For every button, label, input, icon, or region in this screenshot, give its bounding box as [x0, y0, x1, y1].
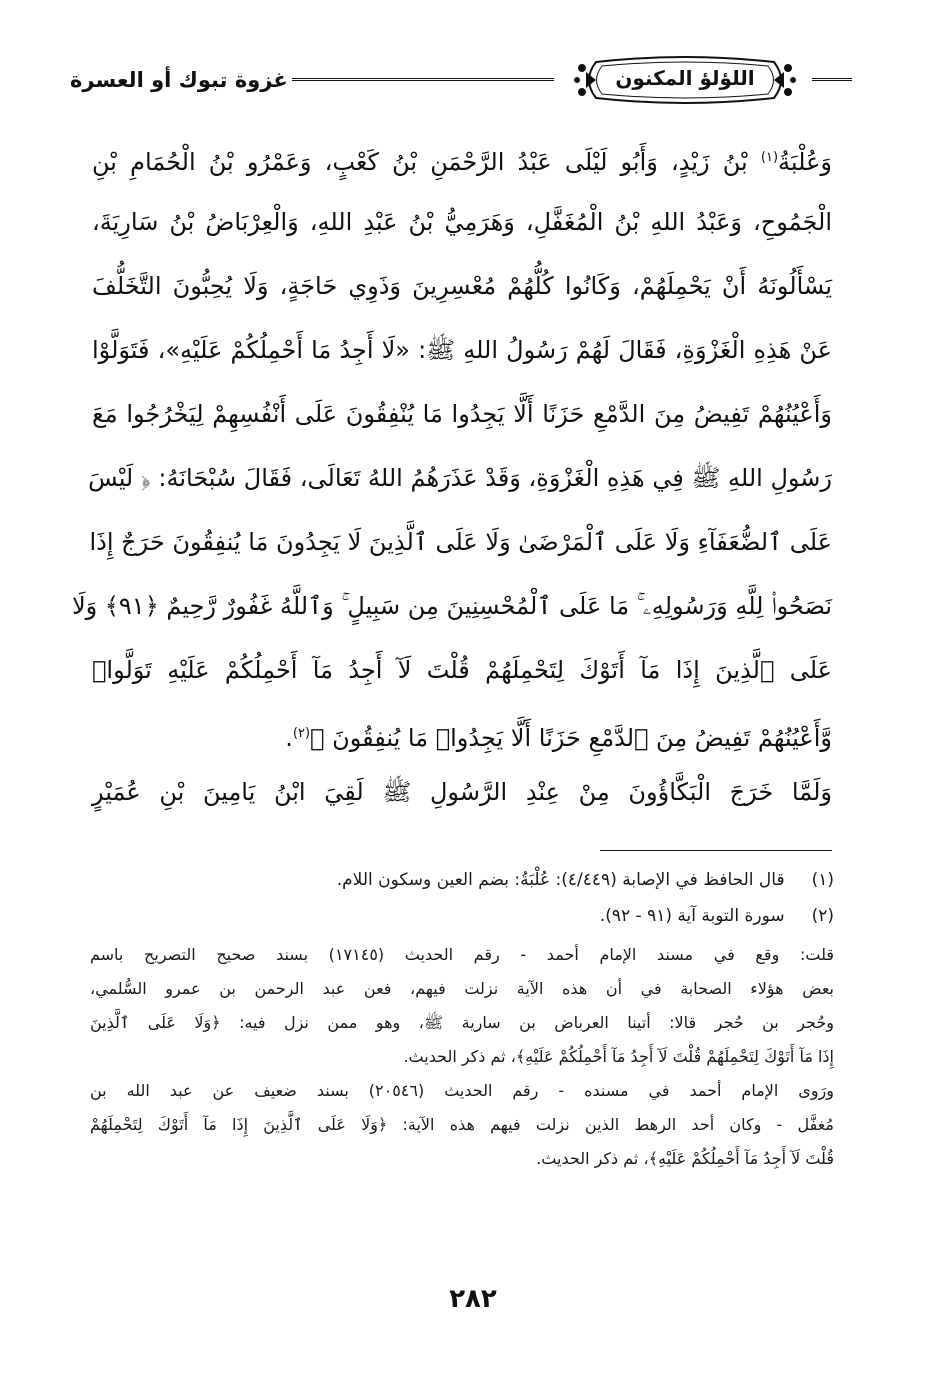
- text-line: [92, 126, 832, 190]
- text-line: يَسْأَلُونَهُ أَنْ يَحْمِلَهُمْ، وَكَانُوا كُلُّهُمْ مُعْسِرِينَ وَذَوِي حَاجَةٍ، وَلَا يُحِبُّونَ التَّخَلُّفَ: [92, 272, 832, 300]
- quran-line: عَلَى ٱلضُّعَفَآءِ وَلَا عَلَى ٱلْمَرْضَىٰ وَلَا عَلَى ٱلَّذِينَ لَا يَجِدُونَ مَا يُنفِقُونَ حَرَجٌ إِذَا: [89, 528, 832, 556]
- footnote-text: سورة التوبة آية (٩١ - ٩٢).: [599, 906, 785, 926]
- running-header: [70, 52, 882, 112]
- book-title: اللؤلؤ المكنون: [615, 66, 755, 90]
- page-number: ٢٨٢: [449, 1284, 497, 1314]
- footnote-text: قال الحافظ في الإصابة (٤/٤٤٩): عُلْبَةُ: بضم العين وسكون اللام.: [336, 870, 785, 890]
- quran-line: [92, 702, 832, 766]
- text-span: وَّأَعْيُنُهُمْ تَفِيضُ مِنَ ٱلدَّمْعِ حَزَنًا أَلَّا يَجِدُوا۟ مَا يُنفِقُونَ ﴾: [310, 724, 832, 752]
- footnote-note-line: مُغفَّل - وكان أحد الرهط الذين نزلت فيهم هذه الآية: ﴿وَلَا عَلَى ٱلَّذِينَ إِذَا مَآ أَتَوْكَ لِتَحْمِلَهُمْ: [90, 1115, 834, 1134]
- header-rule-right: [812, 78, 852, 81]
- text-span: بْنُ زَيْدٍ، وَأَبُو لَيْلَى عَبْدُ الرَّحْمَنِ بْنُ كَعْبٍ، وَعَمْرُو بْنُ الْحُمَامِ بْنِ: [92, 148, 761, 176]
- footnote-2: [90, 898, 834, 934]
- footnote-1: [90, 862, 834, 898]
- footnote-note-line: ورَوى الإمام أحمد في مسنده - رقم الحديث (٢٠٥٤٦) بسند ضعيف عن عبد الله بن: [90, 1081, 835, 1100]
- footnote-separator: [600, 850, 832, 851]
- footnote-number: (١): [811, 870, 834, 890]
- quran-line: عَلَى ٱلَّذِينَ إِذَا مَآ أَتَوْكَ لِتَحْمِلَهُمْ قُلْتَ لَآ أَجِدُ مَآ أَحْمِلُكُمْ عَلَيْهِ تَوَلَّوا۟: [92, 656, 832, 684]
- book-title-badge: [574, 54, 796, 106]
- text-span: .: [285, 724, 293, 752]
- main-text: [71, 126, 832, 766]
- footnote-note-line: وحُجر بن حُجر قالا: أتينا العرباض بن سارية ﷺ، وهو ممن نزل فيه: ﴿وَلَا عَلَى ٱلَّذِينَ: [90, 1013, 834, 1032]
- footnotes: [90, 862, 834, 1176]
- paragraph-two: وَلَمَّا خَرَجَ الْبَكَّاؤُونَ مِنْ عِنْدِ الرَّسُولِ ﷺ لَقِيَ ابْنُ يَامِينَ بْنِ عُمَيْرٍ: [92, 778, 832, 806]
- text-line: عَنْ هَذِهِ الْغَزْوَةِ، فَقَالَ لَهُمْ رَسُولُ اللهِ ﷺ: «لَا أَجِدُ مَا أَحْمِلُكُمْ عَلَيْهِ»، فَتَوَلَّوْا: [92, 336, 832, 364]
- footnote-ref: (١): [760, 150, 779, 165]
- text-line: الْجَمُوحِ، وَعَبْدُ اللهِ بْنُ الْمُغَفَّلِ، وَهَرَمِيُّ بْنُ عَبْدِ اللهِ، وَالْعِرْبَاضُ بْنُ سَارِيَةَ،: [92, 208, 832, 236]
- footnote-note-line: قلت: وقع في مسند الإمام أحمد - رقم الحديث (١٧١٤٥) بسند صحيح التصريح باسم: [90, 945, 835, 964]
- text-line: رَسُولِ اللهِ ﷺ فِي هَذِهِ الْغَزْوَةِ، وَقَدْ عَذَرَهُمُ اللهُ تَعَالَى، فَقَالَ سُبْحَانَهُ: ﴿ لَيْسَ: [88, 464, 832, 492]
- header-rule-left: [292, 78, 554, 81]
- section-title: غزوة تبوك أو العسرة: [70, 68, 288, 92]
- text-line: وَأَعْيُنُهُمْ تَفِيضُ مِنَ الدَّمْعِ حَزَنًا أَلَّا يَجِدُوا مَا يُنْفِقُونَ عَلَى أَنْفُسِهِمْ لِيَخْرُجُوا مَعَ: [92, 400, 832, 428]
- footnote-note-line: قُلْتَ لَآ أَجِدُ مَآ أَحْمِلُكُمْ عَلَيْهِ﴾، ثم ذكر الحديث.: [536, 1149, 834, 1168]
- footnote-number: (٢): [811, 906, 834, 926]
- text-span: وَعُلْبَةُ: [778, 148, 832, 176]
- footnote-note-line: إِذَا مَآ أَتَوْكَ لِتَحْمِلَهُمْ قُلْتَ لَآ أَجِدُ مَآ أَحْمِلُكُمْ عَلَيْهِ﴾، ثم ذكر الحديث.: [403, 1047, 834, 1066]
- footnote-ref: (٢): [292, 726, 311, 741]
- footnote-note-line: بعض هؤلاء الصحابة في أن هذه الآية نزلت فيهم، فعن عبد الرحمن بن عمرو السُّلمي،: [90, 979, 834, 998]
- quran-line: نَصَحُوا۟ لِلَّهِ وَرَسُولِهِۦ ۚ مَا عَلَى ٱلْمُحْسِنِينَ مِن سَبِيلٍ ۚ وَٱللَّهُ غَفُورٌ رَّحِيمٌ ﴿٩١﴾ وَلَا: [71, 592, 832, 620]
